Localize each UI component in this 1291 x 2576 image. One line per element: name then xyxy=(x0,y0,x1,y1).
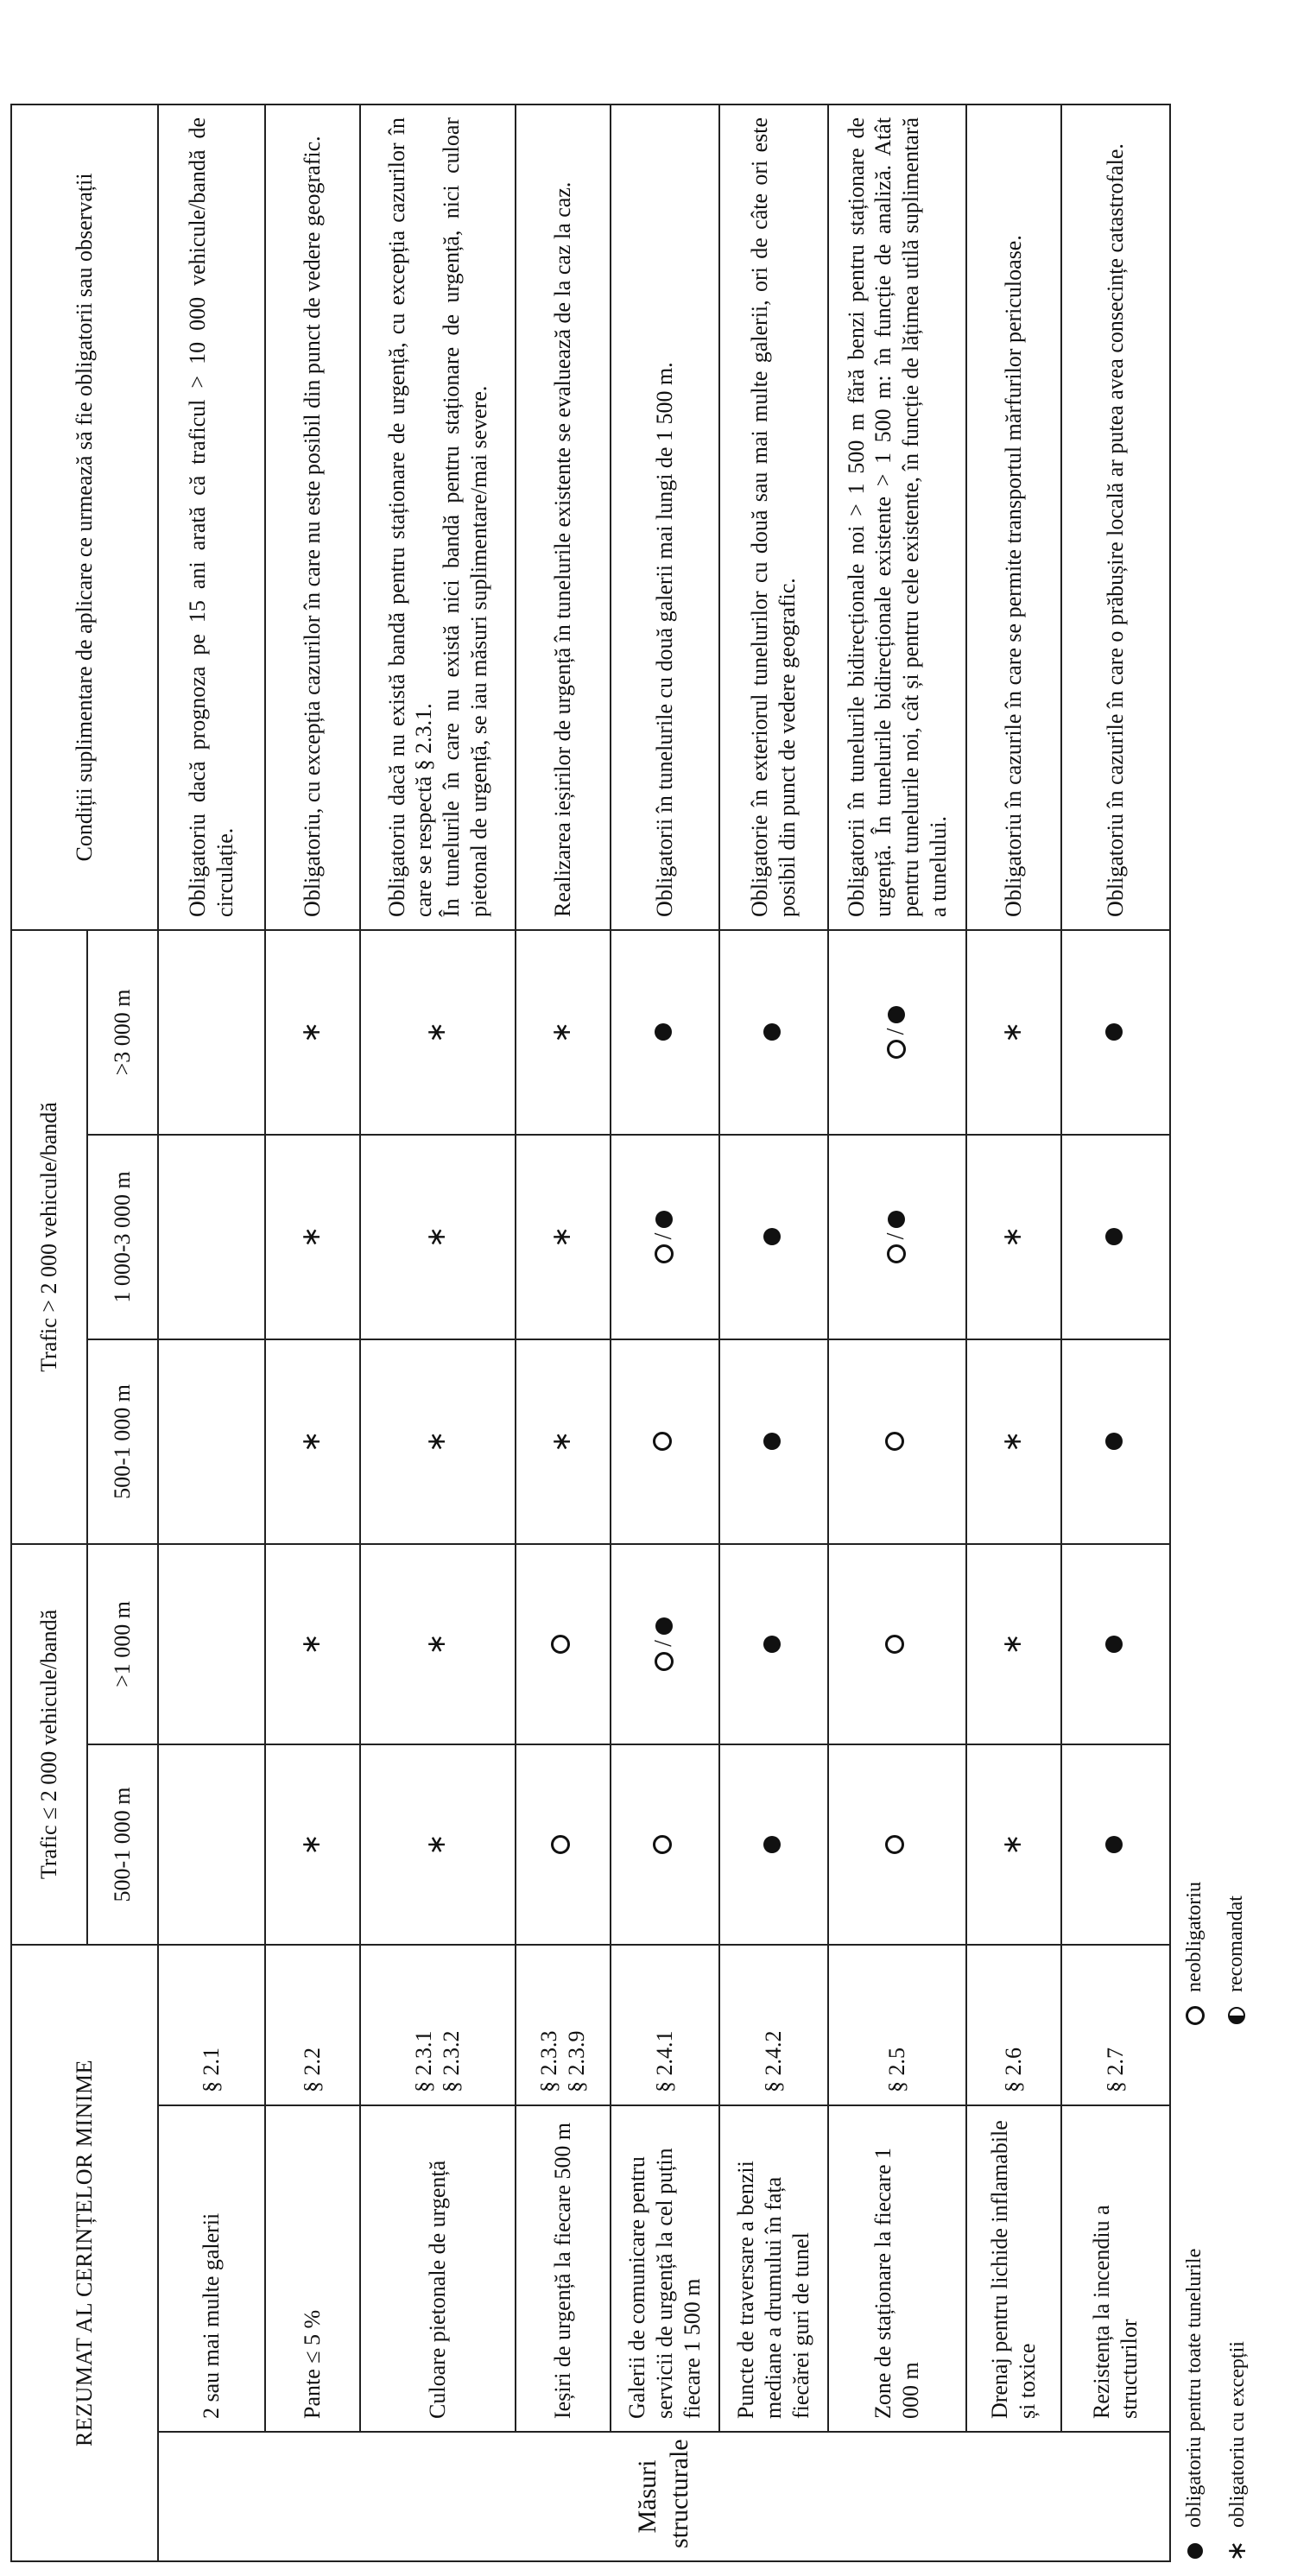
requirement-mark-cell xyxy=(828,1544,966,1744)
table-row xyxy=(966,104,1061,2561)
requirement-mark-cell xyxy=(516,1544,611,1744)
table-body xyxy=(158,104,1170,2561)
requirement-mark-cell xyxy=(158,930,265,1135)
section-reference: § 2.4.1 xyxy=(611,1945,719,2105)
filled-dot-icon xyxy=(763,1836,781,1853)
filled-dot-icon xyxy=(1105,1228,1123,1245)
table-row xyxy=(516,104,611,2561)
asterisk-icon: ∗ xyxy=(997,1021,1028,1044)
asterisk-icon: ∗ xyxy=(997,1633,1028,1655)
requirement-mark-cell xyxy=(611,1135,719,1339)
asterisk-icon: ∗ xyxy=(296,1021,327,1044)
requirement-mark-cell xyxy=(360,1744,516,1945)
legend-label: obligatoriu pentru toate tunelurile xyxy=(1183,2248,1206,2528)
table-row xyxy=(1061,104,1170,2561)
measure-name: Pante ≤ 5 % xyxy=(265,2105,360,2432)
section-reference: § 2.4.2 xyxy=(719,1945,828,2105)
asterisk-icon: ∗ xyxy=(547,1225,578,1249)
section-reference: § 2.5 xyxy=(828,1945,966,2105)
requirement-mark-cell xyxy=(719,1744,828,1945)
measure-name: Zone de staționare la fiecare 1 000 m xyxy=(828,2105,966,2432)
filled-dot-icon xyxy=(655,1023,672,1041)
measure-name: Galerii de comunicare pentru servicii de urgență la cel puțin fiecare 1 500 m xyxy=(611,2105,719,2432)
asterisk-icon: ∗ xyxy=(997,1225,1028,1249)
table-row xyxy=(158,104,265,2561)
open-circle-icon xyxy=(653,1835,672,1854)
requirement-mark-cell xyxy=(828,930,966,1135)
header-high-length: >3 000 m xyxy=(87,930,158,1135)
open-circle-icon xyxy=(887,1040,906,1059)
condition-text: Obligatoriu, cu excepția cazurilor în care nu este posibil din punct de vedere geografic. xyxy=(265,104,360,930)
asterisk-icon: ∗ xyxy=(296,1430,327,1453)
asterisk-icon: ∗ xyxy=(997,1430,1028,1453)
filled-dot-icon xyxy=(888,1006,905,1023)
requirement-mark-cell xyxy=(719,1135,828,1339)
filled-dot-icon xyxy=(763,1636,781,1653)
asterisk-icon: ∗ xyxy=(296,1833,327,1856)
slash-separator: / xyxy=(650,1640,678,1647)
asterisk-icon: ∗ xyxy=(547,1021,578,1044)
requirement-mark-cell xyxy=(966,1135,1061,1339)
open-circle-icon xyxy=(885,1635,904,1654)
legend-item-mandatory xyxy=(1183,2249,1206,2562)
filled-dot-icon xyxy=(1105,1023,1123,1041)
section-reference: § 2.3.3 § 2.3.9 xyxy=(516,1945,611,2105)
legend-item-optional xyxy=(1183,1882,1206,2027)
requirement-mark-cell xyxy=(611,930,719,1135)
asterisk-icon: ∗ xyxy=(421,1833,452,1856)
requirement-mark-cell xyxy=(966,1339,1061,1544)
requirement-mark-cell xyxy=(265,930,360,1135)
asterisk-icon: ∗ xyxy=(421,1225,452,1249)
requirement-mark-cell xyxy=(828,1339,966,1544)
section-reference: § 2.3.1 § 2.3.2 xyxy=(360,1945,516,2105)
section-reference: § 2.1 xyxy=(158,1945,265,2105)
requirement-mark-cell xyxy=(516,1135,611,1339)
requirement-mark-cell xyxy=(360,930,516,1135)
requirement-mark-cell xyxy=(360,1544,516,1744)
asterisk-icon: ∗ xyxy=(997,1833,1028,1856)
legend-label: obligatoriu cu excepții xyxy=(1225,2341,1249,2528)
table-row xyxy=(265,104,360,2561)
slash-separator: / xyxy=(883,1028,910,1035)
open-circle-icon xyxy=(655,1244,674,1263)
filled-dot-icon xyxy=(763,1228,781,1245)
requirement-mark-cell xyxy=(611,1339,719,1544)
open-circle-icon xyxy=(551,1835,570,1854)
requirement-mark-cell xyxy=(158,1339,265,1544)
legend-item-recommended xyxy=(1225,1896,1248,2027)
filled-dot-icon xyxy=(1105,1636,1123,1653)
condition-text: Realizarea ieșirilor de urgență în tunelurile existente se evaluează de la caz la caz. xyxy=(516,104,611,930)
filled-dot-icon xyxy=(1105,1433,1123,1450)
requirement-mark-cell xyxy=(1061,1544,1170,1744)
requirements-table xyxy=(10,104,1171,2562)
requirement-mark-cell xyxy=(966,1544,1061,1744)
legend-item-exceptions xyxy=(1222,2341,1252,2562)
legend-label: recomandat xyxy=(1225,1896,1247,1992)
requirement-mark-cell xyxy=(611,1544,719,1744)
requirement-mark-cell xyxy=(1061,1339,1170,1544)
requirement-mark-cell xyxy=(1061,930,1170,1135)
measure-name: Puncte de traversare a benzii mediane a drumului în fața fiecărei guri de tunel xyxy=(719,2105,828,2432)
slash-separator: / xyxy=(650,1232,678,1240)
filled-dot-icon xyxy=(655,1211,673,1228)
measure-name: Ieșiri de urgență la fiecare 500 m xyxy=(516,2105,611,2432)
asterisk-icon: ∗ xyxy=(296,1633,327,1655)
measure-name: Rezistența la incendiu a structurilor xyxy=(1061,2105,1170,2432)
requirement-mark-cell xyxy=(966,1744,1061,1945)
requirement-mark-cell xyxy=(265,1544,360,1744)
condition-text: Obligatoriu în cazurile în care o prăbușire locală ar putea avea consecințe catastrofale. xyxy=(1061,104,1170,930)
condition-text: Obligatorii în tunelurile bidirecționale noi > 1 500 m fără benzi pentru staționare de urgență. În tunelurile bidirecționale existente > 1 500 m: în funcție de analiză. Atât pentru tunelurile noi, cât și pentru cele existente, în funcție de lățimea utilă suplimentară a tunelului. xyxy=(828,104,966,930)
requirement-mark-cell xyxy=(360,1339,516,1544)
requirement-mark-cell xyxy=(360,1135,516,1339)
condition-text: Obligatoriu în cazurile în care se permite transportul mărfurilor periculoase. xyxy=(966,104,1061,930)
requirement-mark-cell xyxy=(828,1744,966,1945)
section-reference: § 2.6 xyxy=(966,1945,1061,2105)
asterisk-icon: ∗ xyxy=(421,1633,452,1655)
filled-dot-icon xyxy=(763,1023,781,1041)
requirement-mark-cell xyxy=(516,1744,611,1945)
requirement-mark-cell xyxy=(158,1744,265,1945)
requirement-mark-cell xyxy=(158,1135,265,1339)
open-circle-icon xyxy=(885,1835,904,1854)
header-traffic-low: Trafic ≤ 2 000 vehicule/bandă xyxy=(11,1544,87,1945)
table-row xyxy=(828,104,966,2561)
requirement-mark-cell xyxy=(265,1339,360,1544)
table-row xyxy=(611,104,719,2561)
category-cell: Măsuri structurale xyxy=(158,2432,1170,2561)
filled-dot-icon xyxy=(1105,1836,1123,1853)
header-high-length: 500-1 000 m xyxy=(87,1339,158,1544)
open-circle-icon xyxy=(655,1652,674,1671)
requirement-mark-cell xyxy=(719,1544,828,1744)
open-circle-icon xyxy=(551,1635,570,1654)
asterisk-icon: ∗ xyxy=(421,1430,452,1453)
measure-name: Drenaj pentru lichide inflamabile și toxice xyxy=(966,2105,1061,2432)
condition-text: Obligatoriu dacă nu există bandă pentru staționare de urgență, cu excepția cazurilor în care se respectă § 2.3.1. În tunelurile în care nu există nici bandă pentru staționare de urgență, nici culoar pietonal de urgență, se iau măsuri suplimentare/mai severe. xyxy=(360,104,516,930)
measure-name: Culoare pietonale de urgență xyxy=(360,2105,516,2432)
requirement-mark-cell xyxy=(611,1744,719,1945)
asterisk-icon: ∗ xyxy=(296,1225,327,1249)
legend xyxy=(1176,1612,1271,2562)
requirement-mark-cell xyxy=(265,1744,360,1945)
section-reference: § 2.7 xyxy=(1061,1945,1170,2105)
section-reference: § 2.2 xyxy=(265,1945,360,2105)
requirement-mark-cell xyxy=(719,1339,828,1544)
measure-name: 2 sau mai multe galerii xyxy=(158,2105,265,2432)
filled-dot-icon xyxy=(763,1433,781,1450)
requirement-mark-cell xyxy=(516,930,611,1135)
open-circle-icon xyxy=(1186,2004,1205,2027)
requirement-mark-cell xyxy=(828,1135,966,1339)
legend-label: neobligatoriu xyxy=(1183,1882,1206,1992)
condition-text: Obligatoriu dacă prognoza pe 15 ani arată că traficul > 10 000 vehicule/bandă de circulație. xyxy=(158,104,265,930)
condition-text: Obligatorii în tunelurile cu două galerii mai lungi de 1 500 m. xyxy=(611,104,719,930)
open-circle-icon xyxy=(887,1244,906,1263)
requirement-mark-cell xyxy=(966,930,1061,1135)
requirement-mark-cell xyxy=(158,1544,265,1744)
table-title: REZUMAT AL CERINȚELOR MINIME xyxy=(11,1945,158,2561)
requirement-mark-cell xyxy=(516,1339,611,1544)
open-circle-icon xyxy=(653,1432,672,1451)
asterisk-icon: ∗ xyxy=(1222,2540,1252,2562)
filled-dot-icon xyxy=(888,1211,905,1228)
requirement-mark-cell xyxy=(719,930,828,1135)
filled-dot-icon xyxy=(1187,2540,1203,2562)
asterisk-icon: ∗ xyxy=(547,1430,578,1453)
header-high-length: 1 000-3 000 m xyxy=(87,1135,158,1339)
header-traffic-high: Trafic > 2 000 vehicule/bandă xyxy=(11,930,87,1544)
header-conditions: Condiții suplimentare de aplicare ce urmează să fie obligatorii sau observații xyxy=(11,104,158,930)
condition-text: Obligatorie în exteriorul tunelurilor cu două sau mai multe galerii, ori de câte ori este posibil din punct de vedere geografic. xyxy=(719,104,828,930)
header-low-length: 500-1 000 m xyxy=(87,1744,158,1945)
requirement-mark-cell xyxy=(1061,1744,1170,1945)
header-low-length: >1 000 m xyxy=(87,1544,158,1744)
yin-yang-icon xyxy=(1228,2004,1245,2027)
table-row xyxy=(719,104,828,2561)
table-row xyxy=(360,104,516,2561)
open-circle-icon xyxy=(885,1432,904,1451)
slash-separator: / xyxy=(883,1232,910,1240)
asterisk-icon: ∗ xyxy=(421,1021,452,1044)
requirement-mark-cell xyxy=(1061,1135,1170,1339)
filled-dot-icon xyxy=(655,1617,673,1635)
requirement-mark-cell xyxy=(265,1135,360,1339)
